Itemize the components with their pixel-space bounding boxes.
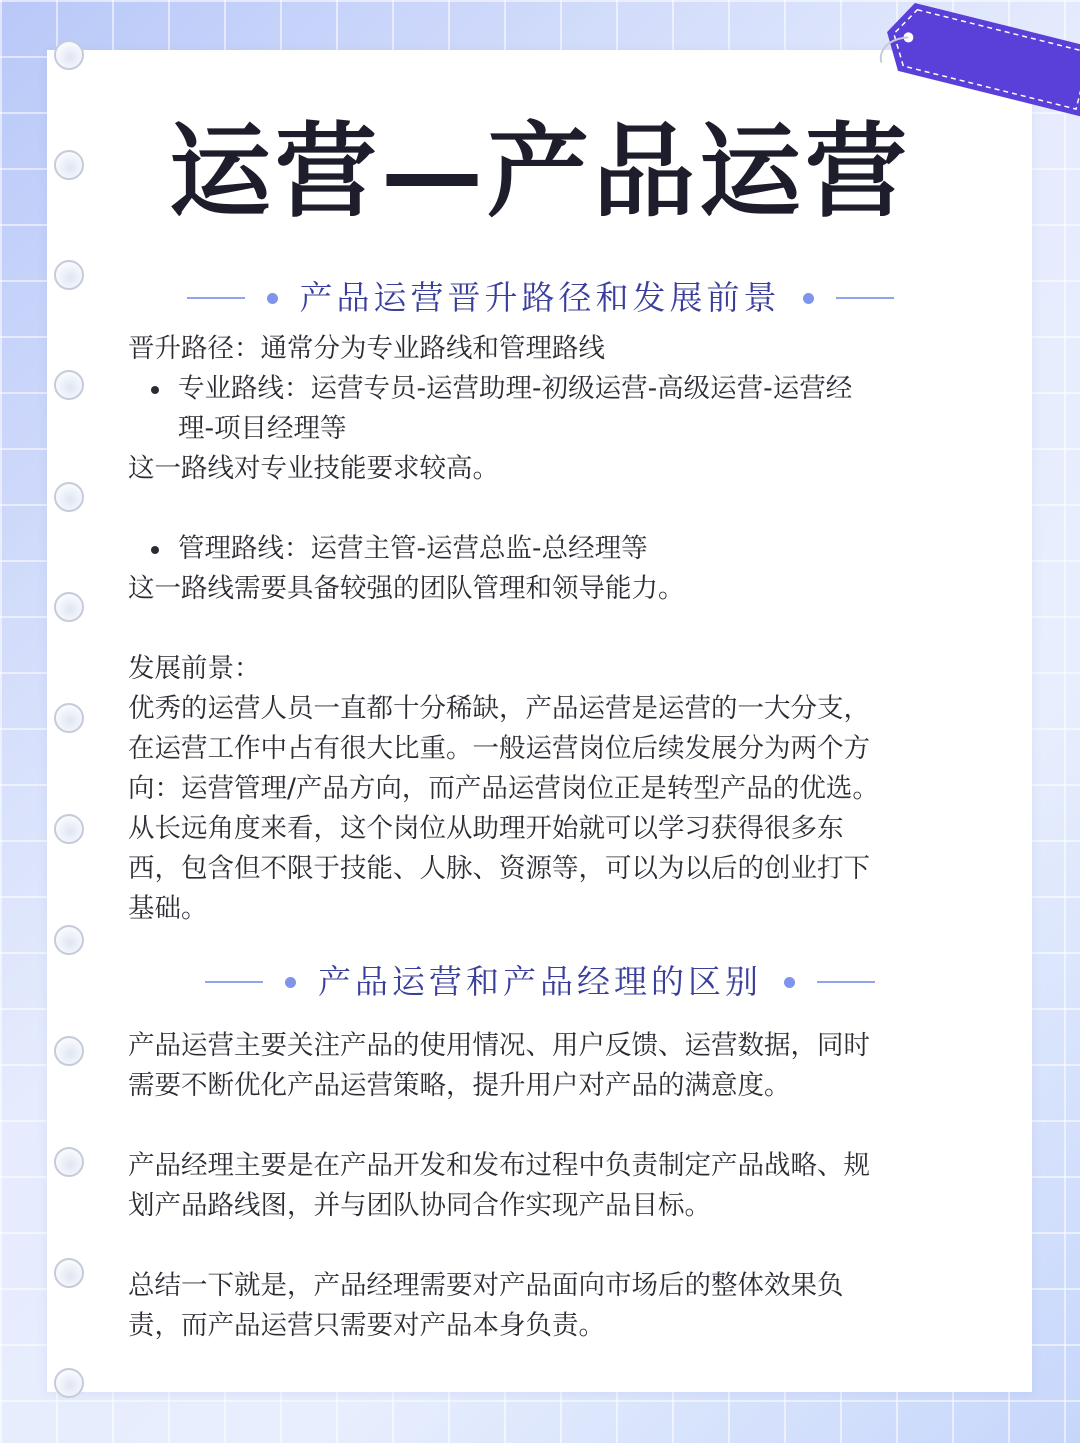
heading-dot xyxy=(803,293,814,304)
outlook-line: 西，包含但不限于技能、人脉、资源等，可以为以后的创业打下 xyxy=(128,853,870,884)
binder-ring-icon xyxy=(54,1147,84,1177)
bullet-text: 管理路线：运营主管-运营总监-总经理等 xyxy=(178,533,648,564)
operations-line: 需要不断优化产品运营策略，提升用户对产品的满意度。 xyxy=(128,1070,791,1101)
binder-ring-icon xyxy=(54,1368,84,1398)
section-heading-difference xyxy=(0,960,1080,1004)
summary-line: 总结一下就是，产品经理需要对产品面向市场后的整体效果负 xyxy=(128,1270,844,1301)
page-title: 运营—产品运营 xyxy=(169,112,911,232)
list-item-management-track xyxy=(128,529,943,569)
heading-line xyxy=(836,297,894,299)
heading-line xyxy=(205,981,263,983)
outlook-line: 基础。 xyxy=(128,893,208,924)
outlook-label: 发展前景： xyxy=(128,653,261,684)
binder-ring-icon xyxy=(54,814,84,844)
outlook-line: 向：运营管理/产品方向，而产品运营岗位正是转型产品的优选。 xyxy=(128,773,879,804)
heading-dot xyxy=(784,977,795,988)
manager-line: 产品经理主要是在产品开发和发布过程中负责制定产品战略、规 xyxy=(128,1150,870,1181)
operations-line: 产品运营主要关注产品的使用情况、用户反馈、运营数据，同时 xyxy=(128,1030,870,1061)
binder-ring-icon xyxy=(54,592,84,622)
binder-ring-icon xyxy=(54,703,84,733)
professional-track-note: 这一路线对专业技能要求较高。 xyxy=(128,453,499,484)
section-heading-text: 产品运营晋升路径和发展前景 xyxy=(299,278,781,317)
section-body-promotion xyxy=(128,329,943,929)
binder-ring-icon xyxy=(54,1258,84,1288)
management-track-note: 这一路线需要具备较强的团队管理和领导能力。 xyxy=(128,573,685,604)
binder-ring-icon xyxy=(54,482,84,512)
binder-ring-icon xyxy=(54,1036,84,1066)
bullet-dot xyxy=(151,386,159,394)
manager-line: 划产品路线图，并与团队协同合作实现产品目标。 xyxy=(128,1190,711,1221)
binder-ring-icon xyxy=(54,925,84,955)
bullet-text: 理-项目经理等 xyxy=(178,413,347,444)
binder-ring-icon xyxy=(54,370,84,400)
heading-dot xyxy=(285,977,296,988)
heading-line xyxy=(817,981,875,983)
heading-line xyxy=(187,297,245,299)
outlook-line: 从长远角度来看，这个岗位从助理开始就可以学习获得很多东 xyxy=(128,813,844,844)
section-body-difference xyxy=(128,1026,943,1346)
binder-ring-icon xyxy=(54,40,84,70)
section-heading-promotion xyxy=(0,276,1080,320)
bullet-text: 专业路线：运营专员-运营助理-初级运营-高级运营-运营经 xyxy=(178,373,853,404)
section-heading-text: 产品运营和产品经理的区别 xyxy=(318,962,762,1001)
summary-line: 责，而产品运营只需要对产品本身负责。 xyxy=(128,1310,605,1341)
bullet-dot xyxy=(151,546,159,554)
outlook-line: 优秀的运营人员一直都十分稀缺，产品运营是运营的一大分支， xyxy=(128,693,870,724)
list-item-professional-track xyxy=(128,369,943,449)
outlook-line: 在运营工作中占有很大比重。一般运营岗位后续发展分为两个方 xyxy=(128,733,870,764)
promotion-intro: 晋升路径：通常分为专业路线和管理路线 xyxy=(128,333,605,364)
heading-dot xyxy=(267,293,278,304)
